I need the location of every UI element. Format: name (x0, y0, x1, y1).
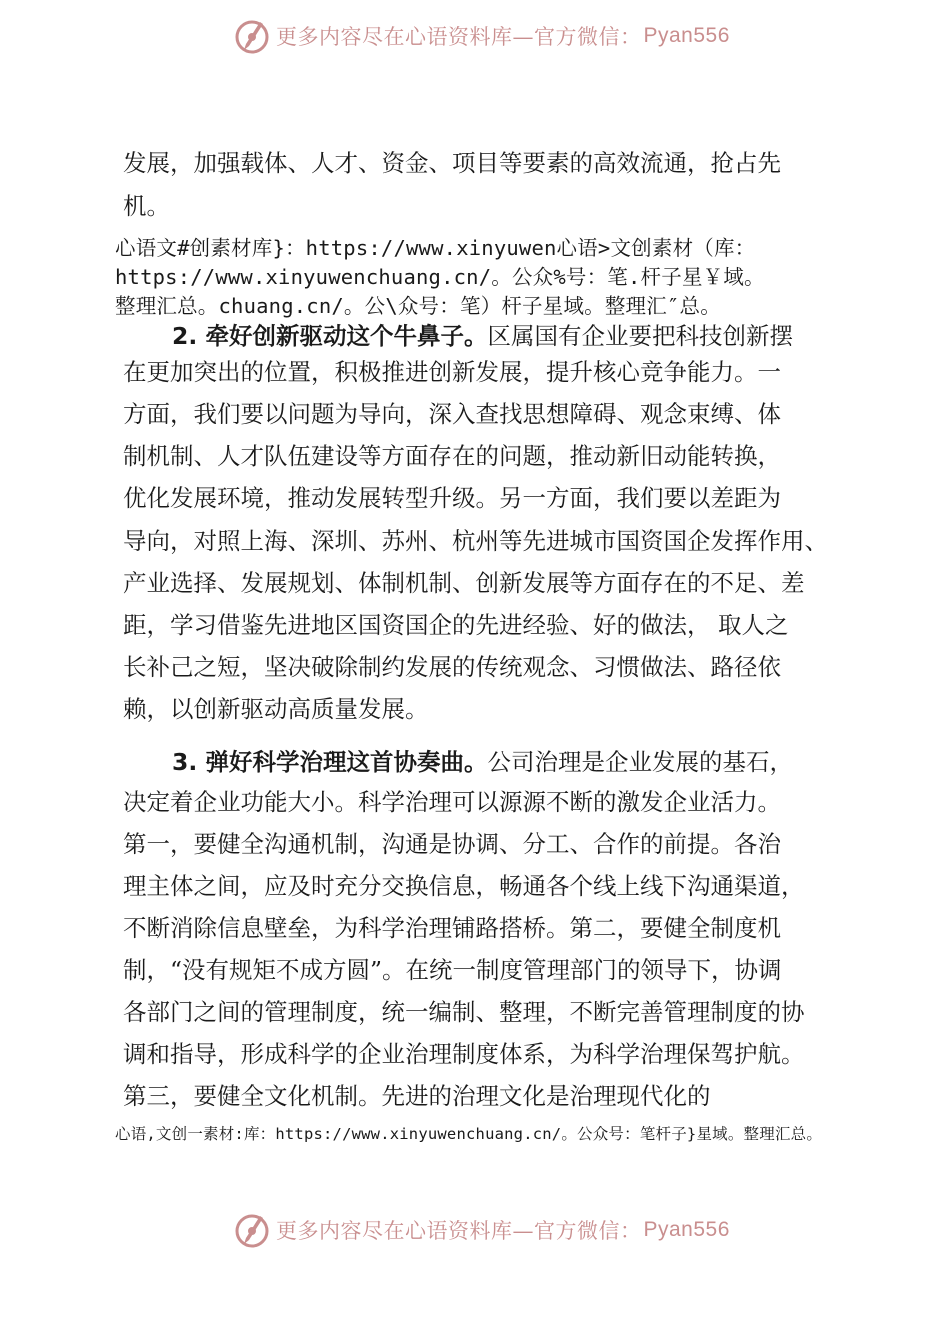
watermark-line: 整理汇总。chuang.cn/。公\众号：笔）杆子星域。整理汇″总。 (115, 294, 721, 318)
banner-wechat-id: Pyan556 (643, 1218, 730, 1241)
banner-text: 更多内容尽在心语资料库—官方微信： (276, 1219, 642, 1243)
text-line: 方面，我们要以问题为导向，深入查找思想障碍、观念束缚、体 (123, 400, 781, 428)
text-line: 机。 (123, 192, 170, 220)
watermark-line: 心语,文创一素材:库：https://www.xinyuwenchuang.cn/。公众号：笔杆子}星域。整理汇总。 (115, 1125, 823, 1143)
banner-text: 更多内容尽在心语资料库—官方微信： (276, 25, 642, 49)
banner-wechat-id: Pyan556 (643, 24, 730, 47)
text-line: 发展，加强载体、人才、资金、项目等要素的高效流通，抢占先 (123, 149, 781, 177)
paragraph-2-first-line (172, 321, 793, 351)
paragraph-2-heading: 2. 牵好创新驱动这个牛鼻子。 (172, 322, 488, 350)
top-banner (232, 14, 732, 58)
text-line: 长补己之短，坚决破除制约发展的传统观念、习惯做法、路径依 (123, 653, 781, 681)
text-line: 第三，要健全文化机制。先进的治理文化是治理现代化的 (123, 1082, 711, 1110)
paragraph-2-first-text: 区属国有企业要把科技创新摆 (487, 322, 793, 350)
bottom-banner (232, 1208, 732, 1252)
text-line: 赖，以创新驱动高质量发展。 (123, 695, 429, 723)
watermark-line: 心语文#创素材库}：https://www.xinyuwen心语>文创素材（库： (115, 236, 756, 260)
text-line: 制机制、人才队伍建设等方面存在的问题，推动新旧动能转换， (123, 442, 781, 470)
text-line: 产业选择、发展规划、体制机制、创新发展等方面存在的不足、差 (123, 569, 805, 597)
paragraph-3-first-text: 公司治理是企业发展的基石， (487, 748, 793, 776)
text-line: 在更加突出的位置，积极推进创新发展，提升核心竞争能力。一 (123, 358, 781, 386)
text-line: 决定着企业功能大小。科学治理可以源源不断的激发企业活力。 (123, 788, 781, 816)
text-line: 优化发展环境，推动发展转型升级。另一方面，我们要以差距为 (123, 484, 781, 512)
paragraph-3-heading: 3. 弹好科学治理这首协奏曲。 (172, 748, 488, 776)
watermark-line: https://www.xinyuwenchuang.cn/。公众%号：笔.杆子星￥域。 (115, 265, 765, 289)
paragraph-3-first-line (172, 747, 793, 777)
text-line: 导向，对照上海、深圳、苏州、杭州等先进城市国资国企发挥作用、 (123, 527, 828, 555)
text-line: 制，“没有规矩不成方圆”。在统一制度管理部门的领导下，协调 (123, 956, 782, 984)
text-line: 不断消除信息壁垒，为科学治理铺路搭桥。第二，要健全制度机 (123, 914, 781, 942)
text-line: 各部门之间的管理制度，统一编制、整理，不断完善管理制度的协 (123, 998, 805, 1026)
text-line: 理主体之间，应及时充分交换信息，畅通各个线上线下沟通渠道， (123, 872, 805, 900)
text-line: 第一，要健全沟通机制，沟通是协调、分工、合作的前提。各治 (123, 830, 781, 858)
text-line: 调和指导，形成科学的企业治理制度体系，为科学治理保驾护航。 (123, 1040, 805, 1068)
pen-logo-icon (232, 1210, 272, 1250)
text-line: 距，学习借鉴先进地区国资国企的先进经验、好的做法， 取人之 (123, 611, 789, 639)
pen-logo-icon (232, 16, 272, 56)
